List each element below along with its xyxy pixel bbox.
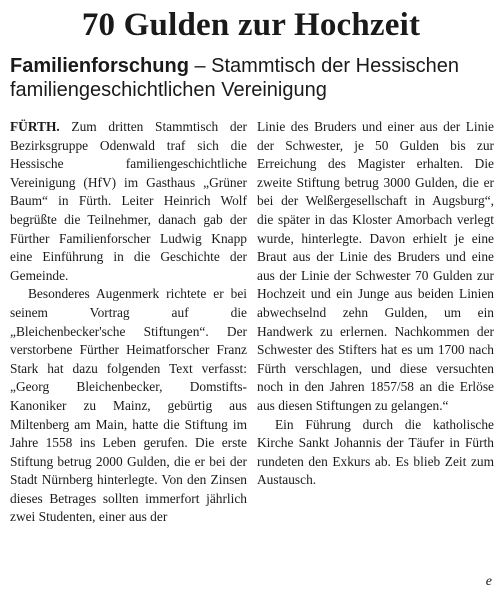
article-paragraph: Besonderes Augenmerk richtete er bei seinem Vortrag auf die „Bleichenbecker'sche Stiftungen“. Der verstorbene Fürther Heimatforscher Franz Stark hat dazu folgenden Text verfasst: „Georg Bleichenbecker, Domstifts-Kanoniker zu Mainz, gebürtig aus Miltenberg am Main, hatte die Stiftung im Jahre 1558 ins Leben gerufen. Die erste Stiftung betrug 2000 Gulden, die er bei der Stadt Nürnberg hinterlegte. Von den Zinsen dieses Betrages sollten immerfort jährlich zwei Studenten, einer aus der <box>10 286 247 525</box>
article-paragraph <box>10 118 247 285</box>
article-body <box>10 118 494 527</box>
author-initial: e <box>485 574 492 589</box>
subheadline-dash: – <box>188 55 212 77</box>
paragraph-text: Zum dritten Stammtisch der Bezirksgruppe Odenwald traf sich die Hessische familiengeschichtliche Vereinigung (HfV) im Gasthaus „Grüner Baum“ in Fürth. Leiter Heinrich Wolf begrüßte die Teilnehmer, danach gab der Fürther Familienforscher Ludwig Knapp eine Einführung in die Geschichte der Gemeinde. <box>10 119 247 283</box>
article-paragraph: Ein Führung durch die katholische Kirche Sankt Johannis der Täufer in Fürth rundeten den Exkurs ab. Es blieb Zeit zum Austausch. <box>257 416 494 488</box>
subheadline <box>10 54 498 102</box>
article-paragraph: Linie des Bruders und einer aus der Linie der Schwester, je 50 Gulden bis zur Erreichung des Magister erhalten. Die zweite Stiftung betrug 3000 Gulden, die er bei der Welßergesellschaft in Augsburg“, die später in das Kloster Amorbach verlegt wurde, hinterlegte. Davon erhielt je eine Braut aus der Linie des Bruders und eine aus der Linie der Schwester 70 Gulden zur Hochzeit und ein Junge aus beiden Linien abwechselnd zehn Gulden, um ein Handwerk zu erlernen. Nachkommen der Schwester des Stifters hat es um 1700 nach Fürth verschlagen, und diese versuchten noch in den Jahren 1857/58 an die Erlöse aus diesen Stiftungen zu gelangen.“ <box>257 119 494 413</box>
headline: 70 Gulden zur Hochzeit <box>81 7 421 43</box>
subheadline-text: Stammtisch der Hessischen familiengeschichtlichen Vereinigung <box>10 55 460 101</box>
article-column-1 <box>10 118 247 527</box>
dateline: FÜRTH. <box>10 119 60 134</box>
subheadline-kicker: Familienforschung <box>10 55 189 77</box>
article-column-2 <box>257 118 494 527</box>
